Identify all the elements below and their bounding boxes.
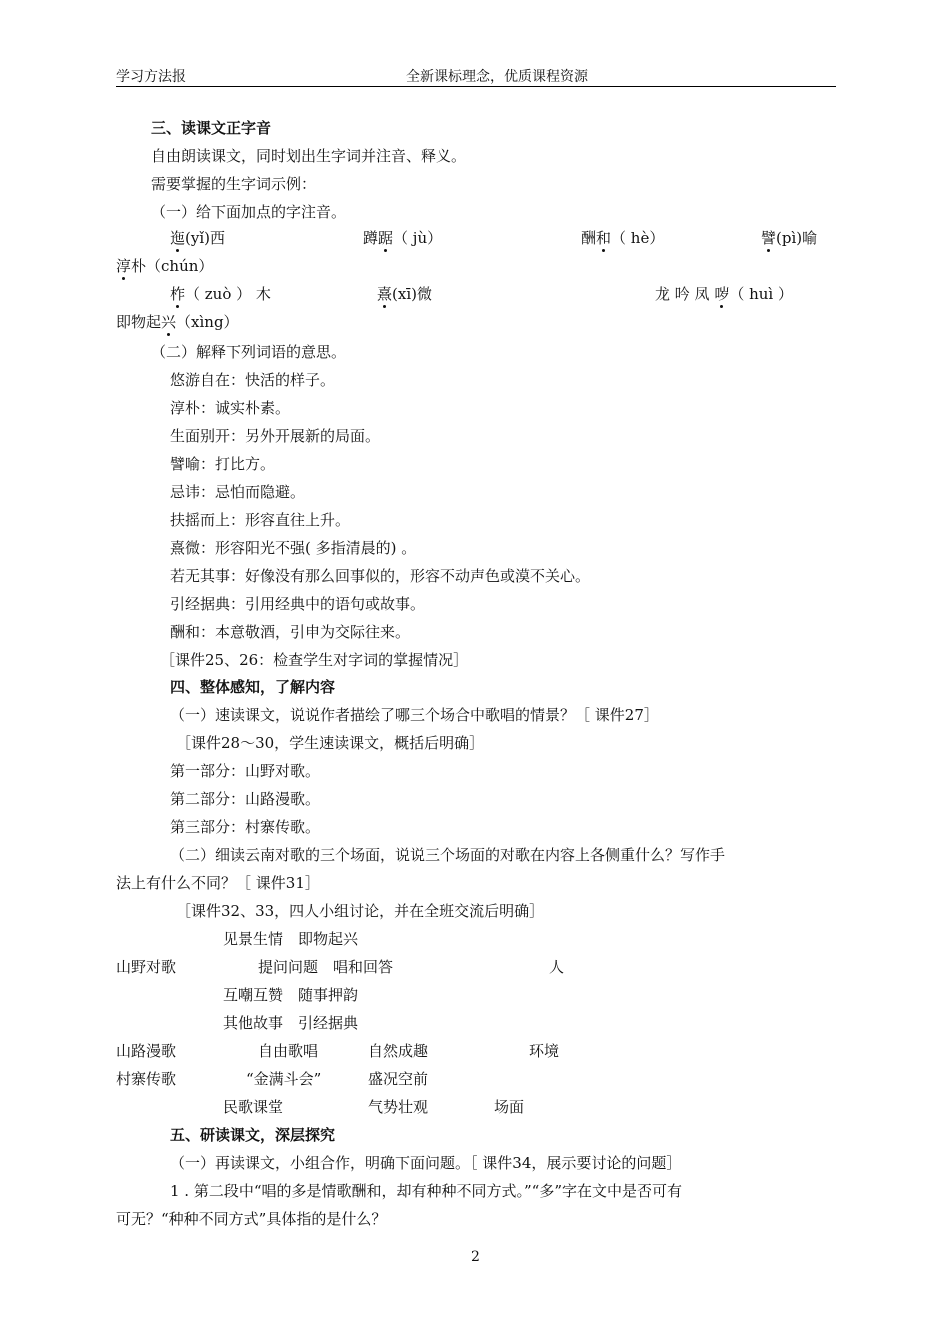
word-1: 迤(yǐ)西 <box>170 229 225 247</box>
s4-q2a: （二）细读云南对歌的三个场面，说说三个场面的对歌在内容上各侧重什么？写作手 <box>170 846 726 864</box>
definition: 引经据典：引用经典中的语句或故事。 <box>170 595 426 613</box>
table-category: 村寨传歌 <box>116 1070 177 1088</box>
table-cell: “金满斗会” <box>246 1070 322 1088</box>
definition: 若无其事：好像没有那么回事似的，形容不动声色或漠不关心。 <box>170 567 591 585</box>
s5-q1: （一）再读课文，小组合作，明确下面问题。［ 课件34，展示要讨论的问题］ <box>170 1154 682 1172</box>
table-cell: 民歌课堂 <box>223 1098 284 1116</box>
table-focus: 人 <box>549 958 565 976</box>
s5-p1a: 1 . 第二段中“唱的多是情歌酬和，却有种种不同方式。”“多”字在文中是否可有 <box>170 1182 683 1200</box>
header-center: 全新课标理念，优质课程资源 <box>406 69 588 85</box>
s3-q1: （一）给下面加点的字注音。 <box>151 203 347 221</box>
table-cell: 其他故事 引经据典 <box>223 1014 359 1032</box>
definition: 淳朴：诚实朴素。 <box>170 399 291 417</box>
word-9: 即物起兴（xìng） <box>116 313 239 331</box>
section3-heading: 三、读课文正字音 <box>151 119 272 137</box>
table-cell: 见景生情 即物起兴 <box>223 930 359 948</box>
definition: 忌讳：忌怕而隐避。 <box>170 483 306 501</box>
section4-heading: 四、整体感知，了解内容 <box>170 678 336 696</box>
definition: 悠游自在：快活的样子。 <box>170 371 336 389</box>
s4-note2: ［课件32、33，四人小组讨论，并在全班交流后明确］ <box>176 902 545 920</box>
table-category: 山野对歌 <box>116 958 177 976</box>
page-number: 2 <box>471 1249 480 1265</box>
definition: 熹微：形容阳光不强( 多指清晨的) 。 <box>170 539 417 557</box>
table-cell: 自然成趣 <box>368 1042 429 1060</box>
s5-p1b: 可无？“种种不同方式”具体指的是什么？ <box>116 1210 387 1228</box>
word-2: 蹲踞（ jù） <box>363 229 443 247</box>
word-4: 譬(pì)喻 <box>761 229 818 247</box>
definition: 扶摇而上：形容直往上升。 <box>170 511 351 529</box>
s4-part: 第三部分：村寨传歌。 <box>170 818 321 836</box>
s3-note: ［课件25、26：检查学生对字词的掌握情况］ <box>160 651 469 669</box>
s4-q2b: 法上有什么不同？［ 课件31］ <box>116 874 320 892</box>
table-cell: 自由歌唱 <box>258 1042 319 1060</box>
s4-part: 第一部分：山野对歌。 <box>170 762 321 780</box>
table-category: 山路漫歌 <box>116 1042 177 1060</box>
page-header <box>116 66 836 87</box>
table-cell: 提问问题 唱和回答 <box>258 958 394 976</box>
s4-q1: （一）速读课文，说说作者描绘了哪三个场合中歌唱的情景？［ 课件27］ <box>170 706 659 724</box>
word-7: 熹(xī)微 <box>377 285 432 303</box>
table-cell: 盛况空前 <box>368 1070 429 1088</box>
word-6: 柞（ zuò ） 木 <box>170 285 271 303</box>
table-focus: 场面 <box>494 1098 525 1116</box>
word-3: 酬和（ hè） <box>581 229 665 247</box>
header-left: 学习方法报 <box>116 69 186 85</box>
table-focus: 环境 <box>529 1042 560 1060</box>
word-5: 淳朴（chún） <box>116 257 214 275</box>
s4-part: 第二部分：山路漫歌。 <box>170 790 321 808</box>
table-cell: 气势壮观 <box>368 1098 429 1116</box>
s3-intro1: 自由朗读课文，同时划出生字词并注音、释义。 <box>151 147 467 165</box>
table-cell: 互嘲互赞 随事押韵 <box>223 986 359 1004</box>
s3-intro2: 需要掌握的生字词示例： <box>151 175 317 193</box>
definition: 生面别开：另外开展新的局面。 <box>170 427 381 445</box>
s4-note1: ［课件28～30，学生速读课文，概括后明确］ <box>176 734 485 752</box>
word-8: 龙 吟 凤 哕（ huì ） <box>655 285 793 303</box>
section5-heading: 五、研读课文，深层探究 <box>170 1126 336 1144</box>
s3-q2: （二）解释下列词语的意思。 <box>151 343 347 361</box>
definition: 譬喻：打比方。 <box>170 455 276 473</box>
definition: 酬和：本意敬酒，引申为交际往来。 <box>170 623 411 641</box>
